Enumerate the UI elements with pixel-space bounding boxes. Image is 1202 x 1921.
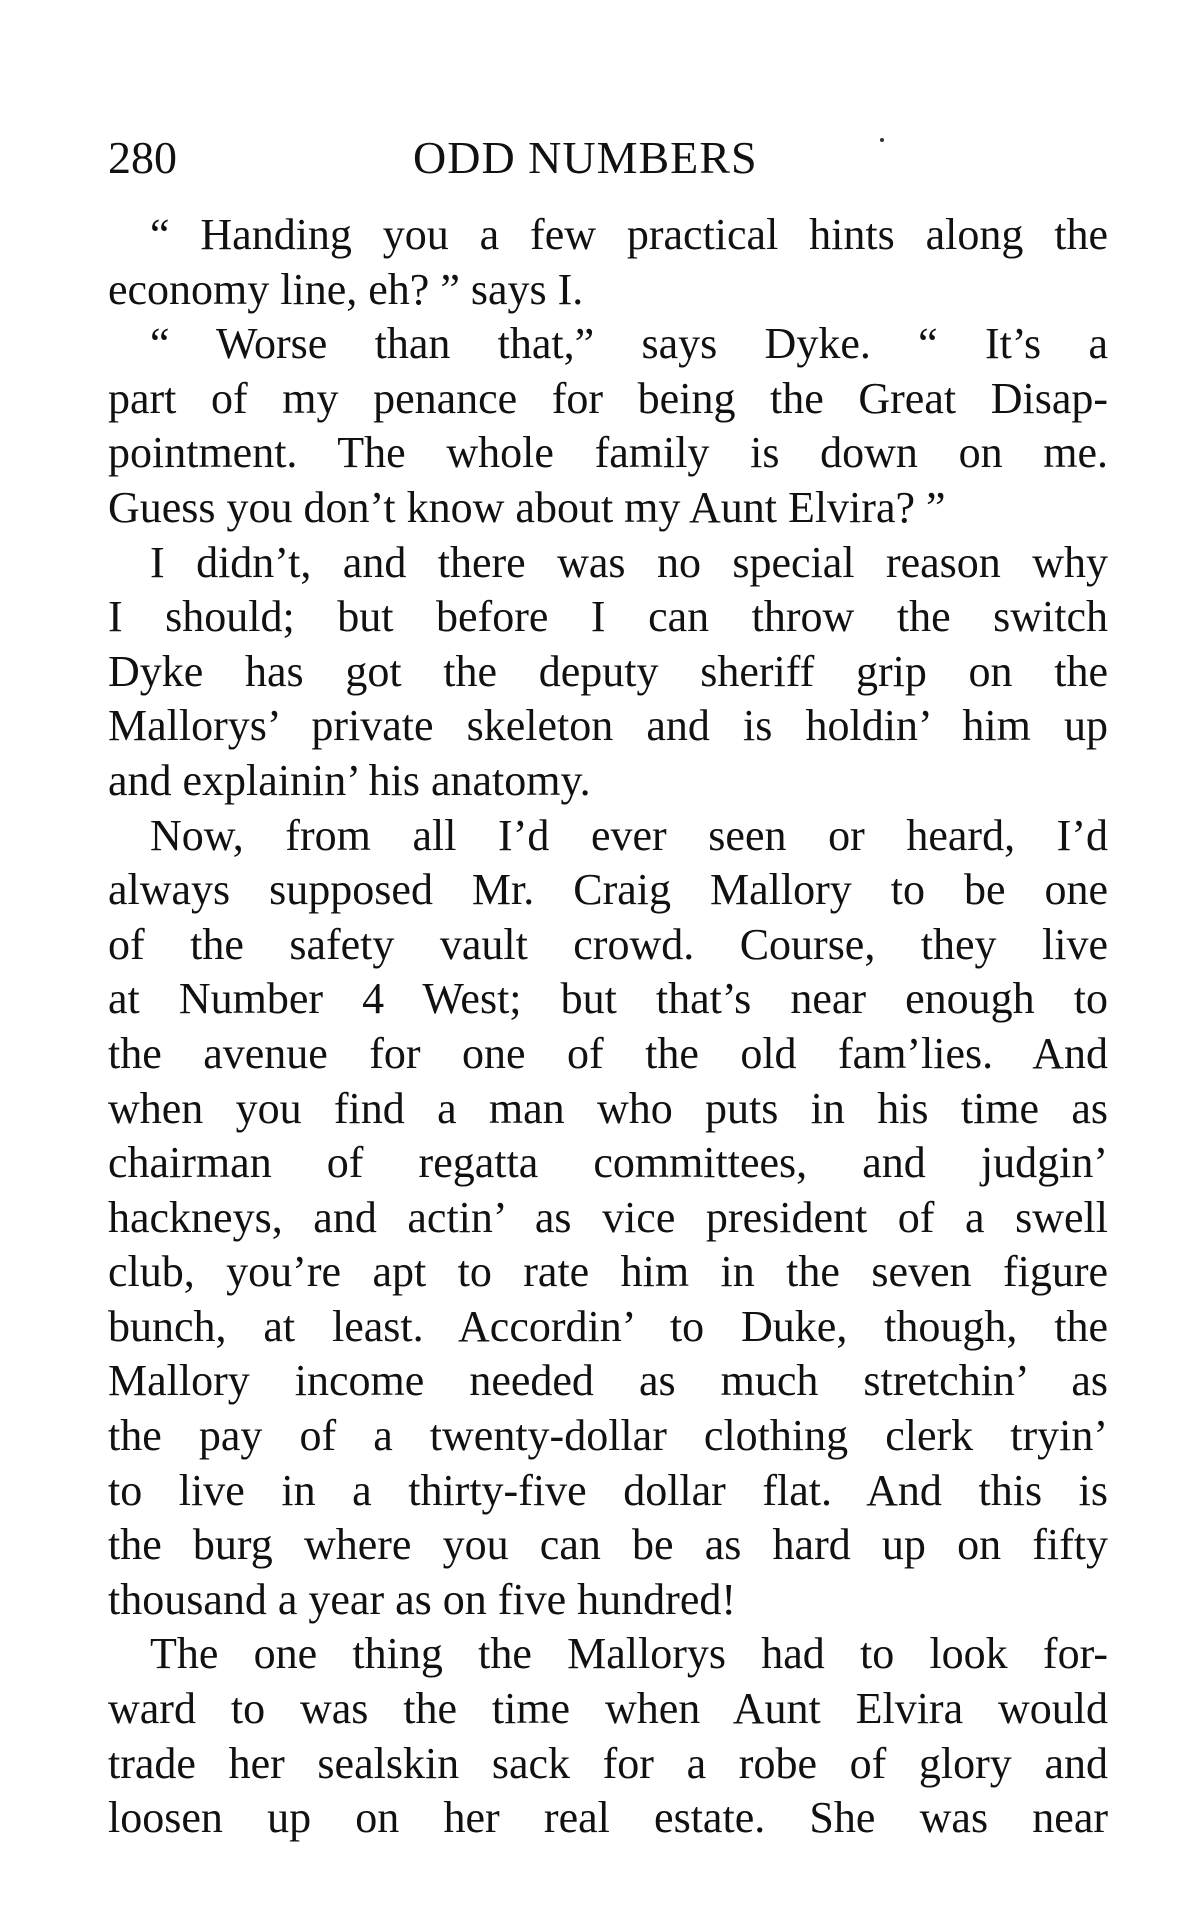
text-line: Mallory income needed as much stretchin’ as [108, 1356, 1108, 1406]
text-line: loosen up on her real estate. She was near [108, 1793, 1108, 1843]
text-line: club, you’re apt to rate him in the seven figure [108, 1247, 1108, 1297]
text-line: at Number 4 West; but that’s near enough to [108, 974, 1108, 1024]
text-line: the burg where you can be as hard up on fifty [108, 1520, 1108, 1570]
text-line: I should; but before I can throw the switch [108, 592, 1108, 642]
text-line: chairman of regatta committees, and judgin’ [108, 1138, 1108, 1188]
text-line: pointment. The whole family is down on me. [108, 428, 1108, 478]
running-head [108, 128, 1118, 188]
text-line: ward to was the time when Aunt Elvira would [108, 1684, 1108, 1734]
text-line: economy line, eh? ” says I. [108, 264, 584, 314]
text-line: “ Worse than that,” says Dyke. “ It’s a [150, 319, 1108, 369]
text-line: always supposed Mr. Craig Mallory to be one [108, 865, 1108, 915]
text-line: bunch, at least. Accordin’ to Duke, though, the [108, 1301, 1108, 1351]
text-line: Now, from all I’d ever seen or heard, I’d [150, 810, 1108, 860]
text-line: The one thing the Mallorys had to look for- [150, 1629, 1108, 1679]
text-line: when you find a man who puts in his time as [108, 1083, 1108, 1133]
running-title: ODD NUMBERS [413, 132, 758, 183]
text-line: to live in a thirty-five dollar flat. And this is [108, 1465, 1108, 1515]
text-line: trade her sealskin sack for a robe of glory and [108, 1738, 1108, 1788]
text-line: the pay of a twenty-dollar clothing clerk tryin’ [108, 1411, 1108, 1461]
text-line: and explainin’ his anatomy. [108, 755, 591, 805]
text-line: hackneys, and actin’ as vice president of a swell [108, 1192, 1108, 1242]
page-number: 280 [108, 132, 177, 183]
text-line: the avenue for one of the old fam’lies. And [108, 1028, 1108, 1078]
text-line: I didn’t, and there was no special reason why [150, 537, 1108, 587]
text-line: Guess you don’t know about my Aunt Elvira? ” [108, 482, 946, 532]
text-line: thousand a year as on five hundred! [108, 1574, 737, 1624]
text-line: “ Handing you a few practical hints along the [150, 210, 1108, 259]
text-line: part of my penance for being the Great Disap- [108, 373, 1108, 423]
body-text [108, 208, 1108, 1846]
text-line: Mallorys’ private skeleton and is holdin’ him up [108, 701, 1108, 751]
text-line: of the safety vault crowd. Course, they live [108, 919, 1108, 969]
text-line: Dyke has got the deputy sheriff grip on the [108, 646, 1108, 696]
